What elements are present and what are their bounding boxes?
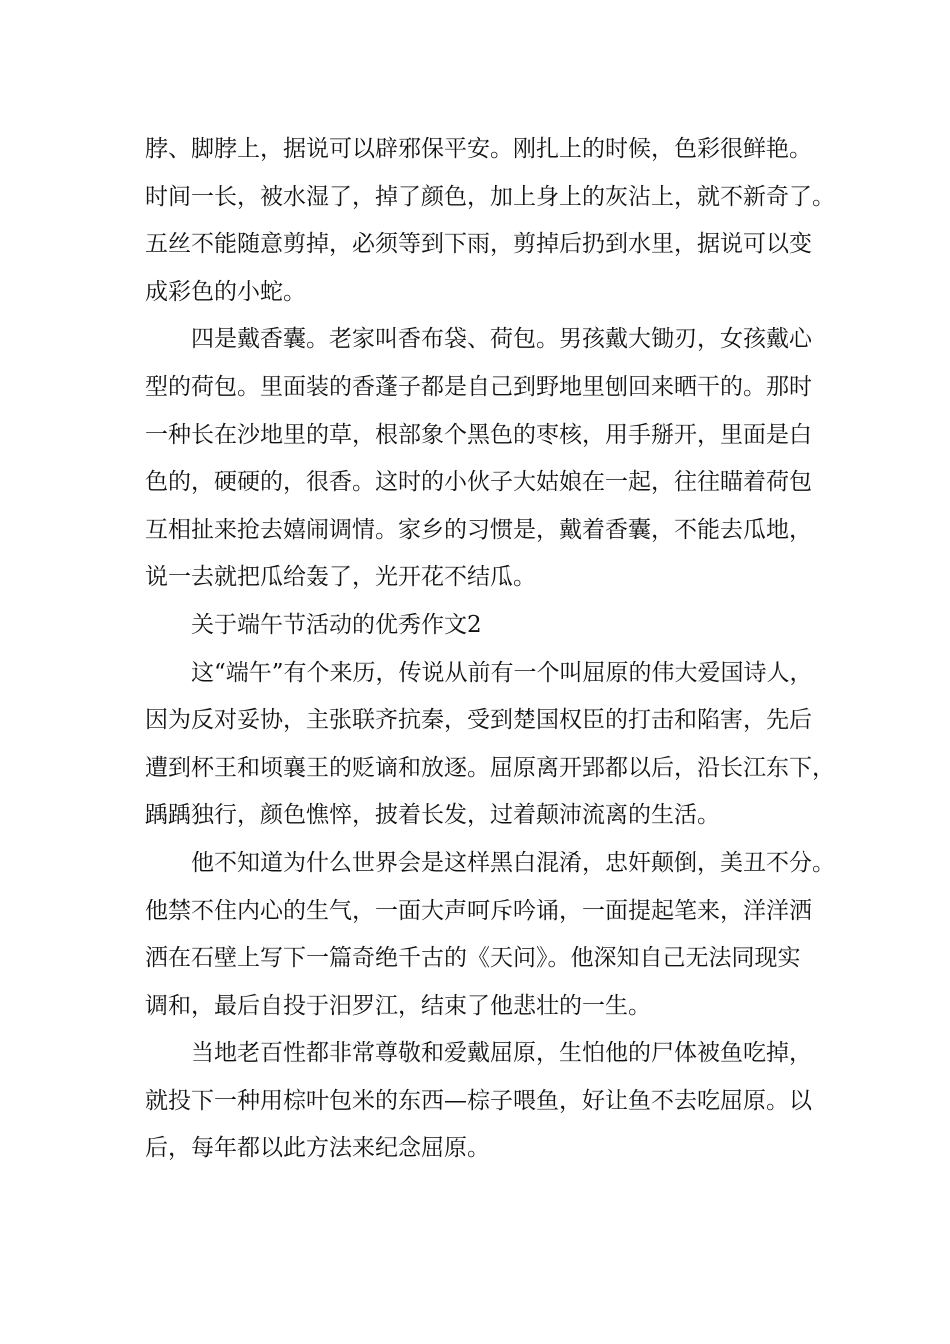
text-line: 色的，硬硬的，很香。这时的小伙子大姑娘在一起，往往瞄着荷包	[145, 469, 812, 496]
text-line: 一种长在沙地里的草，根部象个黑色的枣核，用手掰开，里面是白	[145, 421, 812, 448]
text-line: 就投下一种用棕叶包米的东西—棕子喂鱼，好让鱼不去吃屈原。以	[145, 1087, 812, 1114]
text-line: 踽踽独行，颜色憔悴，披着长发，过着颠沛流离的生活。	[145, 802, 720, 829]
text-line: 这“端午”有个来历，传说从前有一个叫屈原的伟大爱国诗人，	[191, 659, 813, 686]
text-line: 后，每年都以此方法来纪念屈原。	[145, 1135, 490, 1162]
text-line: 调和，最后自投于汨罗江，结束了他悲壮的一生。	[145, 992, 651, 1019]
text-line: 五丝不能随意剪掉，必须等到下雨，剪掉后扔到水里，据说可以变	[145, 231, 812, 258]
text-line: 因为反对妥协，主张联齐抗秦，受到楚国权臣的打击和陷害，先后	[145, 707, 812, 734]
text-line: 洒在石壁上写下一篇奇绝千古的《天问》。他深知自己无法同现实	[145, 945, 801, 972]
text-line: 成彩色的小蛇。	[145, 278, 306, 305]
text-line: 遭到杯王和顷襄王的贬谪和放逐。屈原离开郢都以后，沿长江东下，	[145, 754, 835, 781]
text-line: 他禁不住内心的生气，一面大声呵斥吟诵，一面提起笔来，洋洋洒	[145, 897, 812, 924]
text-line: 当地老百性都非常尊敬和爱戴屈原，生怕他的尸体被鱼吃掉，	[191, 1040, 812, 1067]
text-line: 他不知道为什么世界会是这样黑白混淆，忠奸颠倒，美丑不分。	[191, 849, 835, 876]
text-line: 脖、脚脖上，据说可以辟邪保平安。刚扎上的时候，色彩很鲜艳。	[145, 136, 812, 162]
body-text	[145, 126, 835, 1173]
text-line: 说一去就把瓜给轰了，光开花不结瓜。	[145, 564, 536, 591]
text-line: 型的荷包。里面装的香蓬子都是自己到野地里刨回来晒干的。那时	[145, 373, 812, 400]
text-line: 四是戴香囊。老家叫香布袋、荷包。男孩戴大锄刃，女孩戴心	[191, 326, 812, 353]
text-line: 互相扯来抢去嬉闹调情。家乡的习惯是，戴着香囊，不能去瓜地，	[145, 516, 812, 543]
text-line: 关于端午节活动的优秀作文2	[191, 611, 482, 638]
text-line: 时间一长，被水湿了，掉了颜色，加上身上的灰沾上，就不新奇了。	[145, 183, 835, 210]
